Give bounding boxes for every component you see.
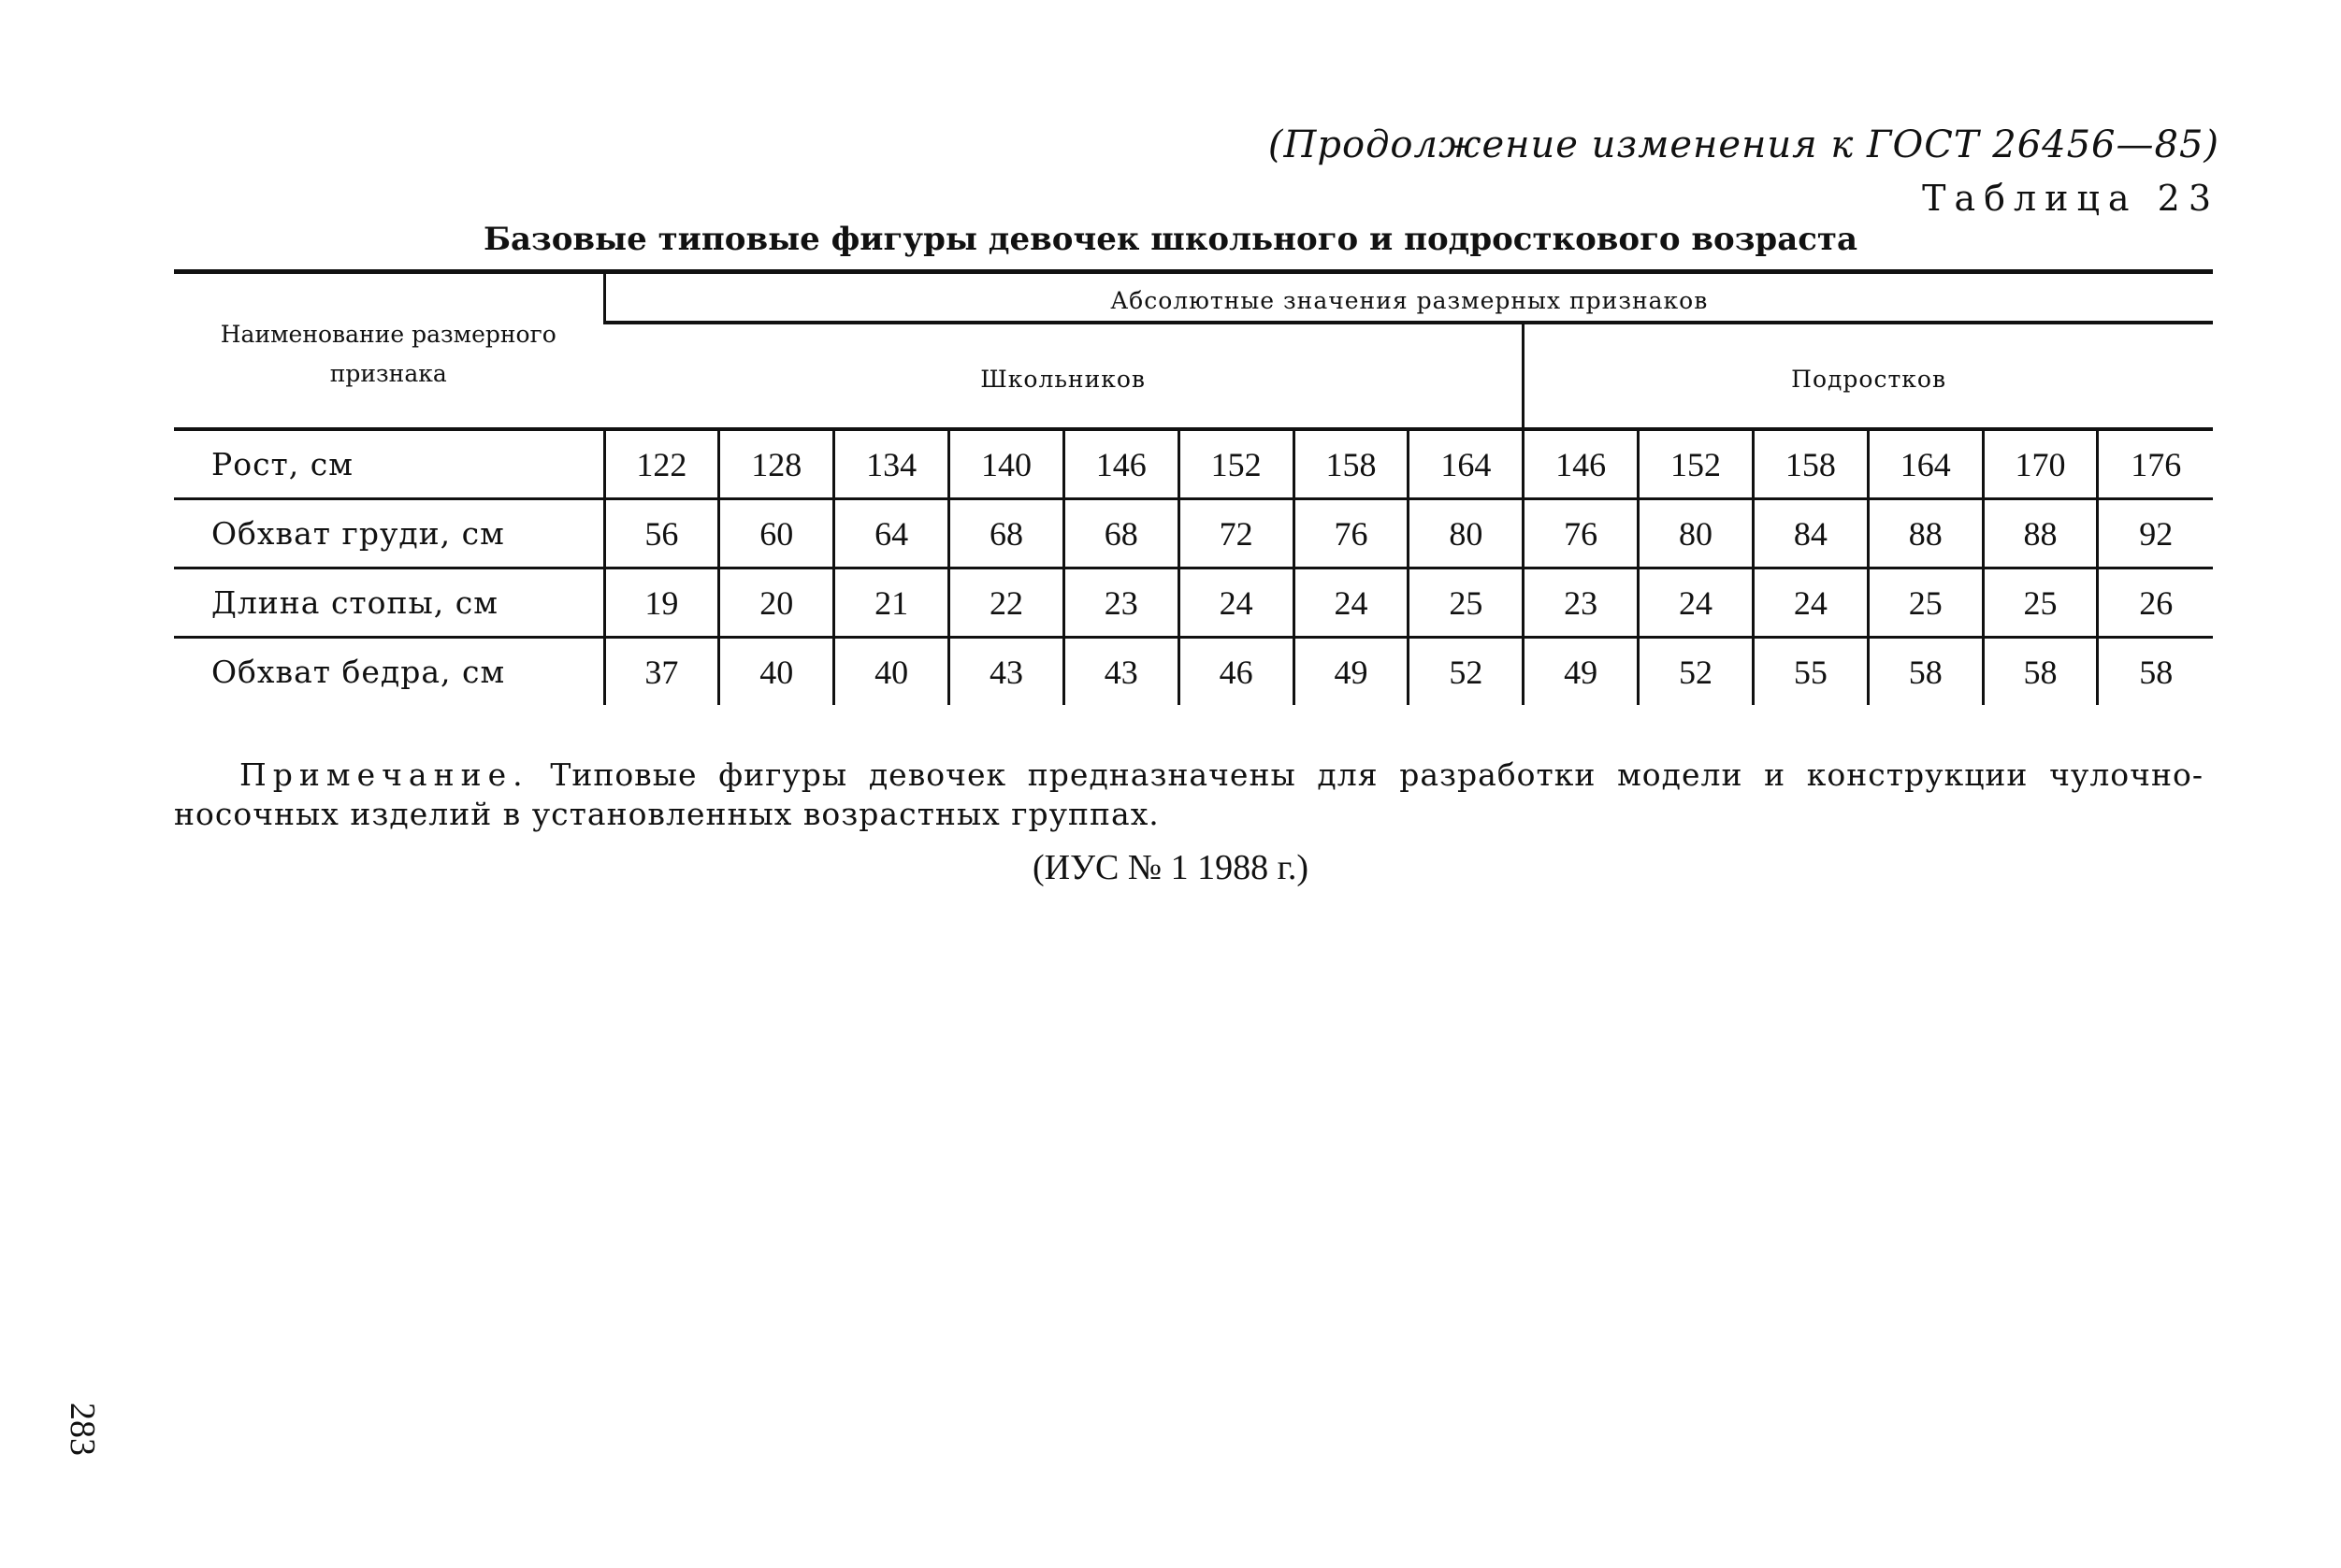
continuation-heading: (Продолжение изменения к ГОСТ 26456—85): [1267, 123, 2219, 166]
value-cell: 164: [1868, 429, 1983, 499]
row-name-cell: Обхват груди, см: [174, 499, 604, 568]
table-row: [174, 499, 2213, 568]
value-cell: 56: [604, 499, 719, 568]
row-name-cell: Длина стопы, см: [174, 568, 604, 638]
note-text: Типовые фигуры девочек предназначены для разработки модели и конструкции чулочно-носочных изделий в установленных возрастных группах.: [174, 756, 2204, 832]
value-cell: 76: [1524, 499, 1639, 568]
value-cell: 164: [1409, 429, 1524, 499]
value-cell: 23: [1524, 568, 1639, 638]
value-cell: 49: [1524, 638, 1639, 706]
value-cell: 37: [604, 638, 719, 706]
value-cell: 43: [1063, 638, 1178, 706]
value-cell: 152: [1639, 429, 1754, 499]
absolute-values-header: [604, 272, 2213, 324]
group-teenagers-text: Подростков: [1791, 366, 1947, 393]
size-table: [174, 269, 2213, 705]
value-cell: 92: [2098, 499, 2213, 568]
value-cell: 158: [1753, 429, 1868, 499]
value-cell: 25: [1868, 568, 1983, 638]
value-cell: 146: [1524, 429, 1639, 499]
value-cell: 58: [1868, 638, 1983, 706]
value-cell: 22: [949, 568, 1064, 638]
value-cell: 140: [949, 429, 1064, 499]
value-cell: 134: [834, 429, 949, 499]
value-cell: 24: [1178, 568, 1293, 638]
table-row: [174, 568, 2213, 638]
value-cell: 80: [1409, 499, 1524, 568]
value-cell: 40: [834, 638, 949, 706]
value-cell: 52: [1639, 638, 1754, 706]
note-label: Примечание.: [239, 756, 529, 793]
group-schoolchildren-text: Школьников: [980, 366, 1147, 393]
table-row: [174, 638, 2213, 706]
row-name-cell: Обхват бедра, см: [211, 654, 506, 690]
value-cell: 25: [1409, 568, 1524, 638]
page-number: 283: [63, 1403, 102, 1456]
value-cell: 60: [719, 499, 834, 568]
value-cell: 80: [1639, 499, 1754, 568]
value-cell: 23: [1063, 568, 1178, 638]
value-cell: 24: [1293, 568, 1409, 638]
value-cell: 76: [1293, 499, 1409, 568]
value-cell: 24: [1753, 568, 1868, 638]
table-number: Таблица 23: [1922, 178, 2219, 219]
name-header-cell: [174, 272, 604, 430]
value-cell: 146: [1063, 429, 1178, 499]
value-cell: 68: [1063, 499, 1178, 568]
group-teenagers-header: [1524, 323, 2213, 429]
value-cell: 46: [1178, 638, 1293, 706]
value-cell: 43: [949, 638, 1064, 706]
value-cell: 40: [719, 638, 834, 706]
header-row-1: [174, 272, 2213, 324]
value-cell: 58: [2098, 638, 2213, 706]
absolute-values-header-text: Абсолютные значения размерных признаков: [1110, 287, 1709, 314]
value-cell: 19: [604, 568, 719, 638]
value-cell: 158: [1293, 429, 1409, 499]
value-cell: 152: [1178, 429, 1293, 499]
value-cell: 84: [1753, 499, 1868, 568]
value-cell: 20: [719, 568, 834, 638]
value-cell: 88: [1868, 499, 1983, 568]
value-cell: 24: [1639, 568, 1754, 638]
value-cell: 25: [1983, 568, 2098, 638]
note-paragraph: [174, 755, 2204, 834]
reference-citation: (ИУС № 1 1988 г.): [1032, 848, 1309, 887]
value-cell: 21: [834, 568, 949, 638]
value-cell: 170: [1983, 429, 2098, 499]
value-cell: 72: [1178, 499, 1293, 568]
value-cell: 122: [604, 429, 719, 499]
value-cell: 176: [2098, 429, 2213, 499]
group-schoolchildren-header: [604, 323, 1524, 429]
value-cell: 64: [834, 499, 949, 568]
table-row: [174, 429, 2213, 499]
value-cell: 88: [1983, 499, 2098, 568]
value-cell: 52: [1409, 638, 1524, 706]
value-cell: 49: [1293, 638, 1409, 706]
value-cell: 68: [949, 499, 1064, 568]
value-cell: 55: [1753, 638, 1868, 706]
value-cell: 26: [2098, 568, 2213, 638]
table-title: Базовые типовые фигуры девочек школьного и подросткового возраста: [483, 221, 1858, 258]
value-cell: 128: [719, 429, 834, 499]
name-header-text: Наименование размерного признака: [220, 321, 556, 387]
value-cell: 58: [1983, 638, 2098, 706]
row-name-cell: Рост, см: [174, 429, 604, 499]
